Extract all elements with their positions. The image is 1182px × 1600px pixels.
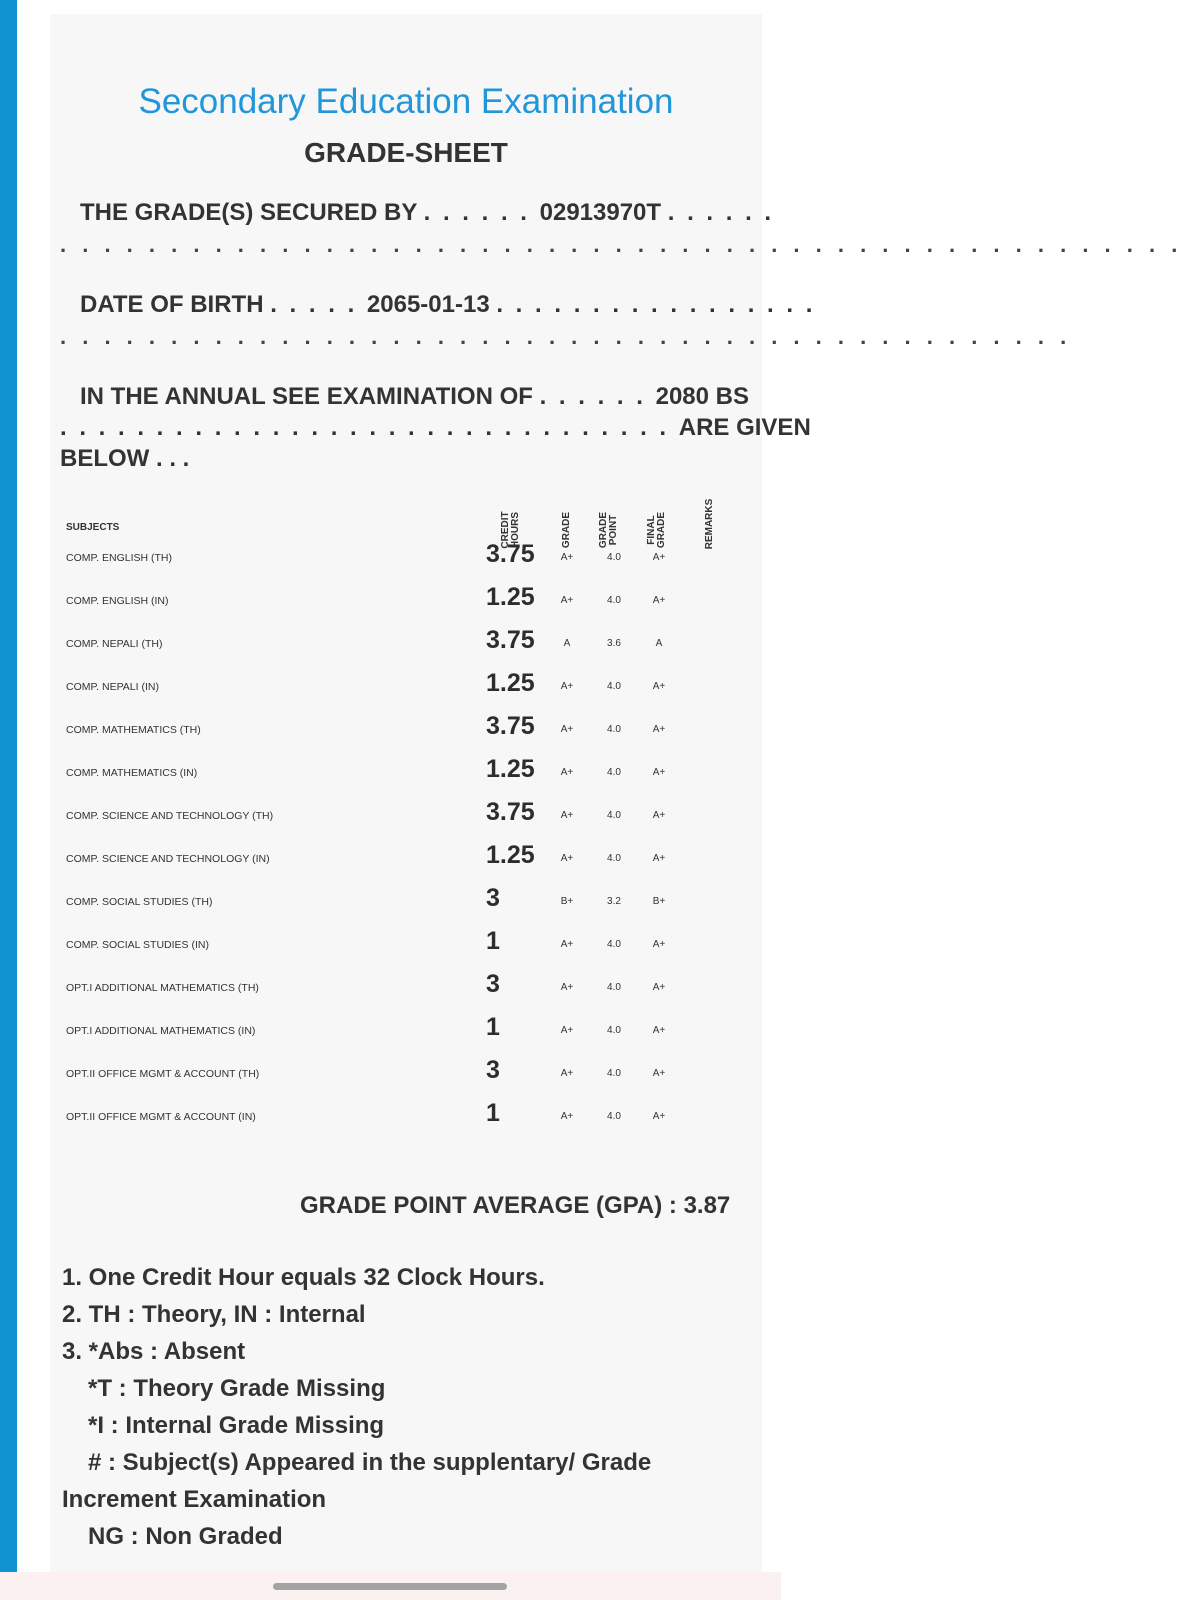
credit-cell: 1: [486, 1099, 500, 1127]
grade-point-cell: 4.0: [607, 595, 621, 606]
subject-cell: COMP. SOCIAL STUDIES (IN): [66, 939, 209, 951]
grade-cell: A+: [560, 939, 574, 950]
credit-cell: 1.25: [486, 841, 535, 869]
home-indicator[interactable]: [273, 1583, 507, 1590]
subject-cell: OPT.I ADDITIONAL MATHEMATICS (IN): [66, 1025, 256, 1037]
grade-point-cell: 4.0: [607, 724, 621, 735]
grade-point-cell: 4.0: [607, 1111, 621, 1122]
note-item: 1. One Credit Hour equals 32 Clock Hours.: [62, 1264, 545, 1291]
final-grade-cell: A+: [652, 853, 666, 864]
credit-cell: 3: [486, 1056, 500, 1084]
subject-cell: COMP. MATHEMATICS (IN): [66, 767, 198, 779]
table-row: [66, 710, 746, 753]
table-row: [66, 839, 746, 882]
final-grade-cell: A: [655, 638, 663, 649]
grade-cell: A+: [560, 724, 574, 735]
credit-cell: 3.75: [486, 798, 535, 826]
note-item: *I : Internal Grade Missing: [88, 1412, 385, 1439]
credit-cell: 3.75: [486, 712, 535, 740]
grade-cell: A+: [560, 982, 574, 993]
below-text: BELOW . . .: [60, 445, 190, 472]
secured-by-line: THE GRADE(S) SECURED BY . . . . . . 02913970T . . . . . .: [80, 199, 775, 226]
grade-point-cell: 3.2: [607, 896, 621, 907]
exam-line: IN THE ANNUAL SEE EXAMINATION OF . . . . . . 2080 BS: [80, 383, 749, 410]
header-credit-hours: CREDIT HOURS: [500, 511, 521, 549]
subject-cell: COMP. SCIENCE AND TECHNOLOGY (IN): [66, 853, 270, 865]
subject-cell: OPT.II OFFICE MGMT & ACCOUNT (IN): [66, 1111, 256, 1123]
grade-point-cell: 4.0: [607, 982, 621, 993]
subject-cell: COMP. NEPALI (IN): [66, 681, 159, 693]
final-grade-cell: B+: [652, 896, 666, 907]
grade-point-cell: 3.6: [607, 638, 621, 649]
note-item: 3. *Abs : Absent: [62, 1338, 246, 1365]
secured-by-label: THE GRADE(S) SECURED BY: [80, 199, 417, 226]
secured-by-value: 02913970T: [539, 199, 662, 226]
grade-cell: A+: [560, 767, 574, 778]
page-title: Secondary Education Examination: [138, 82, 674, 121]
dotted-line: . . . . . . . . . . . . . . . . . . . . . . . . . . . . . . . . . . . . . . . . . . . . . . . . . . .: [60, 232, 1182, 257]
grade-cell: A+: [560, 595, 574, 606]
grade-cell: B+: [560, 896, 574, 907]
gpa-text: GRADE POINT AVERAGE (GPA) : 3.87: [300, 1192, 731, 1219]
grade-point-cell: 4.0: [607, 1068, 621, 1079]
dob-label: DATE OF BIRTH: [80, 291, 264, 318]
subject-cell: COMP. ENGLISH (TH): [66, 552, 172, 564]
grade-cell: A+: [560, 552, 574, 563]
grade-point-cell: 4.0: [607, 552, 621, 563]
subject-cell: OPT.I ADDITIONAL MATHEMATICS (TH): [66, 982, 259, 994]
final-grade-cell: A+: [652, 724, 666, 735]
final-grade-cell: A+: [652, 1068, 666, 1079]
table-row: [66, 624, 746, 667]
header-subjects: SUBJECTS: [66, 522, 120, 533]
final-grade-cell: A+: [652, 552, 666, 563]
table-row: [66, 1097, 746, 1140]
credit-cell: 3.75: [486, 540, 535, 568]
table-row: [66, 796, 746, 839]
grade-point-cell: 4.0: [607, 767, 621, 778]
final-grade-cell: A+: [652, 767, 666, 778]
table-row: [66, 1011, 746, 1054]
left-accent-bar: [0, 0, 17, 1572]
credit-cell: 1: [486, 927, 500, 955]
are-given-text: ARE GIVEN: [678, 414, 811, 441]
note-item: NG : Non Graded: [88, 1523, 283, 1550]
are-given-line: . . . . . . . . . . . . . . . . . . . . . . . . . . . . . . . . ARE GIVEN: [60, 414, 811, 441]
grade-point-cell: 4.0: [607, 810, 621, 821]
subject-cell: COMP. MATHEMATICS (TH): [66, 724, 201, 736]
final-grade-cell: A+: [652, 1025, 666, 1036]
final-grade-cell: A+: [652, 595, 666, 606]
subject-cell: COMP. SCIENCE AND TECHNOLOGY (TH): [66, 810, 274, 822]
grade-point-cell: 4.0: [607, 939, 621, 950]
table-row: [66, 581, 746, 624]
final-grade-cell: A+: [652, 810, 666, 821]
credit-cell: 1.25: [486, 669, 535, 697]
exam-value: 2080 BS: [655, 383, 749, 410]
grade-cell: A+: [560, 1025, 574, 1036]
grade-point-cell: 4.0: [607, 1025, 621, 1036]
grade-cell: A+: [560, 1111, 574, 1122]
page-subtitle: GRADE-SHEET: [304, 137, 508, 168]
grade-point-cell: 4.0: [607, 681, 621, 692]
header-grade-point: GRADE POINT: [598, 511, 619, 549]
subject-cell: COMP. NEPALI (TH): [66, 638, 163, 650]
credit-cell: 3: [486, 884, 500, 912]
note-item: # : Subject(s) Appeared in the supplentary/ Grade: [88, 1449, 652, 1476]
grade-cell: A+: [560, 681, 574, 692]
subject-cell: COMP. ENGLISH (IN): [66, 595, 169, 607]
header-grade: GRADE: [561, 511, 572, 549]
header-remarks: REMARKS: [704, 498, 715, 550]
exam-label: IN THE ANNUAL SEE EXAMINATION OF: [80, 383, 533, 410]
final-grade-cell: A+: [652, 1111, 666, 1122]
credit-cell: 3: [486, 970, 500, 998]
note-item: 2. TH : Theory, IN : Internal: [62, 1301, 366, 1328]
table-row: [66, 925, 746, 968]
table-row: [66, 538, 746, 581]
note-item: Increment Examination: [62, 1486, 327, 1513]
table-row: [66, 882, 746, 925]
table-row: [66, 968, 746, 1011]
grade-cell: A+: [560, 1068, 574, 1079]
table-row: [66, 1054, 746, 1097]
grade-cell: A+: [560, 810, 574, 821]
grade-point-cell: 4.0: [607, 853, 621, 864]
final-grade-cell: A+: [652, 939, 666, 950]
grade-cell: A+: [560, 853, 574, 864]
subject-cell: OPT.II OFFICE MGMT & ACCOUNT (TH): [66, 1068, 260, 1080]
dotted-line: . . . . . . . . . . . . . . . . . . . . . . . . . . . . . . . . . . . . . . . . . . . . . .: [60, 324, 1072, 349]
grade-cell: A: [563, 638, 571, 649]
header-final-grade: FINAL GRADE: [646, 511, 667, 549]
credit-cell: 1.25: [486, 755, 535, 783]
note-item: *T : Theory Grade Missing: [88, 1375, 386, 1402]
credit-cell: 3.75: [486, 626, 535, 654]
table-row: [66, 753, 746, 796]
dob-line: DATE OF BIRTH . . . . . 2065-01-13 . . . . . . . . . . . . . . . . .: [80, 291, 816, 318]
table-row: [66, 667, 746, 710]
subject-cell: COMP. SOCIAL STUDIES (TH): [66, 896, 213, 908]
final-grade-cell: A+: [652, 982, 666, 993]
grade-sheet: [50, 14, 1182, 1572]
credit-cell: 1: [486, 1013, 500, 1041]
dob-value: 2065-01-13: [366, 291, 490, 318]
final-grade-cell: A+: [652, 681, 666, 692]
credit-cell: 1.25: [486, 583, 535, 611]
